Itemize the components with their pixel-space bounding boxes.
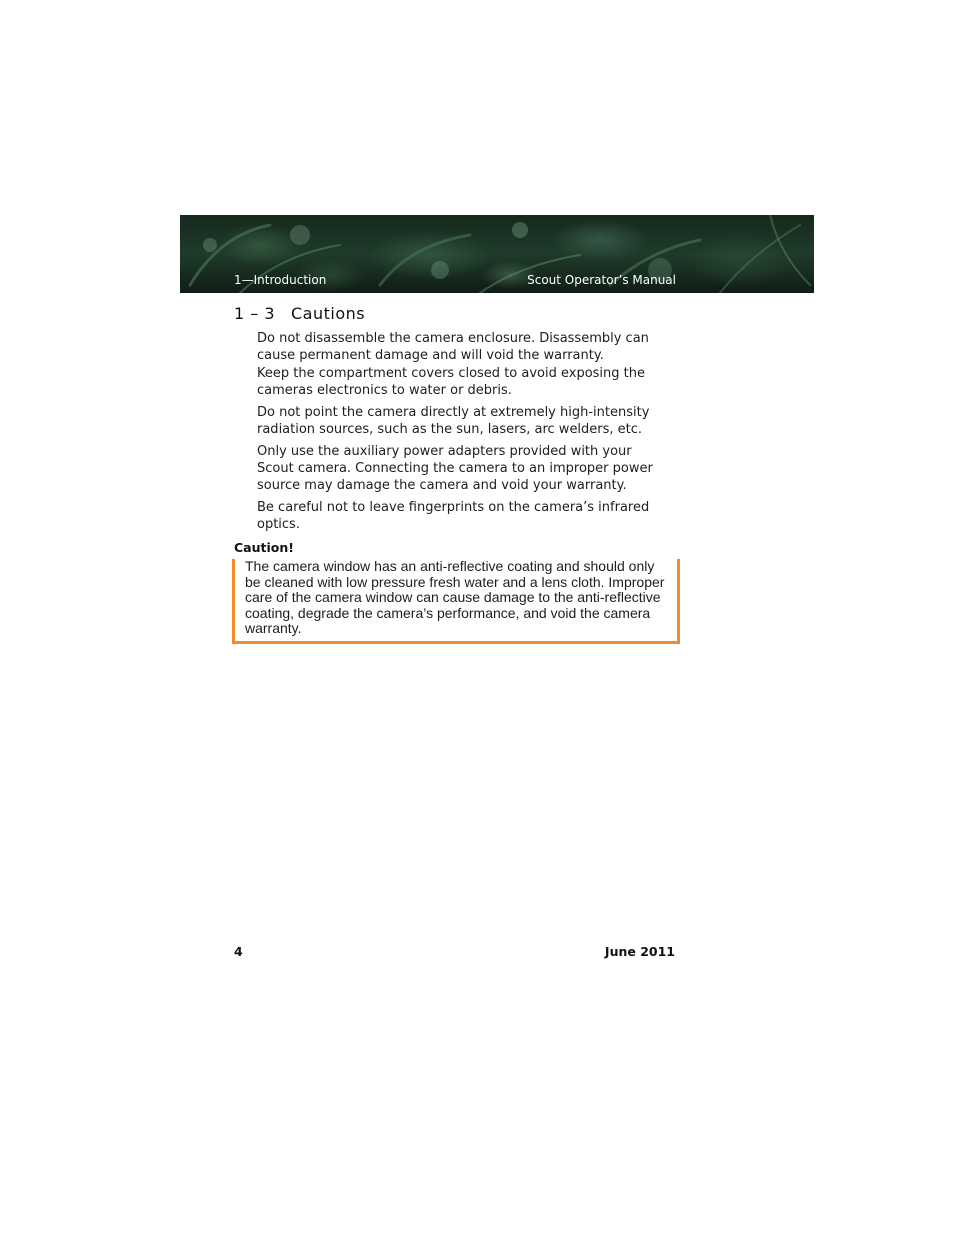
list-item: Only use the auxiliary power adapters provided with your Scout camera. Connecting the camera to an improper power source may damage the camera and void your warranty. bbox=[257, 443, 653, 494]
cautions-list bbox=[257, 330, 657, 534]
manual-title: Scout Operator’s Manual bbox=[527, 273, 676, 287]
caution-text: The camera window has an anti-reflective coating and should only be cleaned with low pressure fresh water and a lens cloth. Improper care of the camera window can cause damage to the anti-reflective coating, degrade the camera’s performance, and void the camera warranty. bbox=[245, 558, 665, 637]
caution-box bbox=[232, 559, 680, 644]
section-number: 1 – 3 bbox=[234, 304, 276, 323]
list-item: Do not point the camera directly at extremely high-intensity radiation sources, such as the sun, lasers, arc welders, etc. bbox=[257, 404, 650, 437]
page-number: 4 bbox=[234, 944, 243, 959]
list-item: Be careful not to leave fingerprints on the camera’s infrared optics. bbox=[257, 500, 650, 533]
list-item: Keep the compartment covers closed to avoid exposing the cameras electronics to water or debris. bbox=[257, 365, 645, 398]
list-item: Do not disassemble the camera enclosure. Disassembly can cause permanent damage and will void the warranty. bbox=[257, 331, 649, 364]
chapter-label: 1—Introduction bbox=[234, 273, 327, 287]
section-heading bbox=[234, 304, 365, 323]
section-title: Cautions bbox=[291, 304, 366, 323]
header-banner bbox=[180, 215, 814, 293]
caution-label: Caution! bbox=[234, 540, 294, 555]
footer-date: June 2011 bbox=[604, 944, 675, 959]
